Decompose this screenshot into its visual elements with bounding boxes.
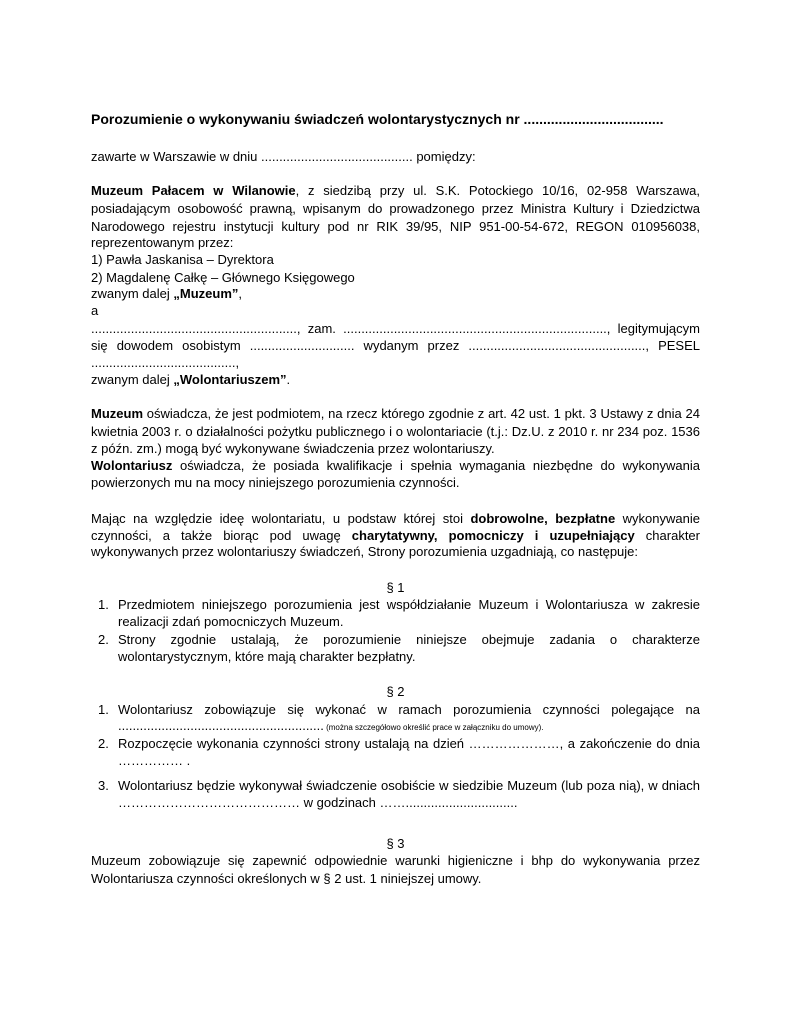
representative-1: 1) Pawła Jaskanisa – Dyrektora (91, 252, 274, 267)
statement-volunteer-line-2: powierzonych mu na mocy niniejszego porozumienia czynności. (91, 475, 460, 490)
conjunction-a: a (91, 303, 99, 318)
section-1-heading: § 1 (386, 580, 405, 595)
section-2-item-1-number: 1. (98, 702, 109, 717)
statement-museum-line-2: kwietnia 2003 r. o działalności pożytku publicznego i o wolontariacie (t.j.: Dz.U. z 2010 r. nr 234 poz. 1536 (91, 424, 700, 439)
document-page (91, 0, 700, 1024)
volunteer-party-line-1: ........................................................., zam. ........................................................................., legitymującym (91, 321, 700, 336)
section-1-item-1-line-1: Przedmiotem niniejszego porozumienia jest współdziałanie Muzeum i Wolontariusza w zakresie (118, 597, 700, 612)
volunteer-party-line-3: ........................................, (91, 355, 240, 370)
section-3-heading: § 3 (386, 836, 405, 851)
section-3-line-2: Wolontariusza czynności określonych w § 2 ust. 1 niniejszej umowy. (91, 871, 482, 886)
statement-museum-line-3: z późn. zm.) mogą być wykonywane świadczenia przez wolontariuszy. (91, 441, 495, 456)
section-1-item-2-line-2: wolontarystycznym, które mają charakter bezpłatny. (118, 649, 416, 664)
section-2-item-2-line-1: Rozpoczęcie wykonania czynności strony ustalają na dzień …………………, a zakończenie do dnia (118, 736, 700, 751)
section-2-item-1-note: (można szczegółowo określić prace w załączniku do umowy). (323, 723, 544, 732)
section-2-item-3-line-2: …………………………………… w godzinach ……............................... (118, 795, 518, 810)
museum-party-line-4: reprezentowanym przez: (91, 235, 234, 250)
museum-party-line-1: Muzeum Pałacem w Wilanowie, z siedzibą przy ul. S.K. Potockiego 10/16, 02-958 Warszawa, (91, 183, 701, 198)
statement-museum-line-1: Muzeum oświadcza, że jest podmiotem, na rzecz którego zgodnie z art. 42 ust. 1 pkt. 3 Ustawy z dnia 24 (91, 406, 700, 421)
section-3-line-1: Muzeum zobowiązuje się zapewnić odpowiednie warunki higieniczne i bhp do wykonywania przez (91, 853, 700, 868)
section-2-item-3-number: 3. (98, 778, 109, 793)
preamble-line-1: Mając na względzie ideę wolontariatu, u podstaw której stoi dobrowolne, bezpłatne wykonywanie (91, 511, 700, 526)
statement-volunteer-line-1: Wolontariusz oświadcza, że posiada kwalifikacje i spełnia wymagania niezbędne do wykonywania (91, 458, 700, 473)
section-2-item-2-line-2: …………… . (118, 753, 191, 768)
museum-name: Muzeum Pałacem w Wilanowie (91, 183, 296, 198)
preamble-line-3: wykonywanych przez wolontariuszy świadczeń, Strony porozumienia uzgadniają, co następuje: (91, 544, 639, 559)
section-2-item-2-number: 2. (98, 736, 109, 751)
section-1-item-1-line-2: realizacji zdań pomocniczych Muzeum. (118, 614, 344, 629)
section-1-item-2-number: 2. (98, 632, 109, 647)
preamble-line-2: czynności, a także biorąc pod uwagę charytatywny, pomocniczy i uzupełniający charakter (91, 528, 700, 543)
museum-party-line-3: Narodowego rejestru instytucji kultury pod nr RIK 39/95, NIP 951-00-54-672, REGON 010956038, (91, 219, 700, 234)
section-2-item-3-line-1: Wolontariusz będzie wykonywał świadczenie osobiście w siedzibie Muzeum (lub poza nią), w dniach (118, 778, 700, 793)
museum-party-line-2: posiadającym osobowość prawną, wpisanym do prowadzonego przez Ministra Kultury i Dziedzictwa (91, 201, 700, 216)
section-1-item-2-line-1: Strony zgodnie ustalają, że porozumienie niniejsze obejmuje zadania o charakterze (118, 632, 700, 647)
section-2-heading: § 2 (386, 684, 405, 699)
representative-2: 2) Magdalenę Całkę – Głównego Księgowego (91, 270, 355, 285)
document-title: Porozumienie o wykonywaniu świadczeń wolontarystycznych nr .................................... (91, 111, 664, 127)
section-2-item-1-line-1: Wolontariusz zobowiązuje się wykonać w ramach porozumienia czynności polegające na (118, 702, 700, 717)
volunteer-party-line-2: się dowodem osobistym ............................. wydanym przez ................................................., PESEL (91, 338, 700, 353)
date-line: zawarte w Warszawie w dniu .......................................... pomiędzy: (91, 149, 476, 164)
museum-called-line: zwanym dalej „Muzeum”, (91, 286, 242, 301)
volunteer-called-line: zwanym dalej „Wolontariuszem”. (91, 372, 291, 387)
section-2-item-1-line-2: ......................................................... (można szczegółowo określić prace w załączniku do umowy). (118, 718, 544, 733)
section-1-item-1-number: 1. (98, 597, 109, 612)
